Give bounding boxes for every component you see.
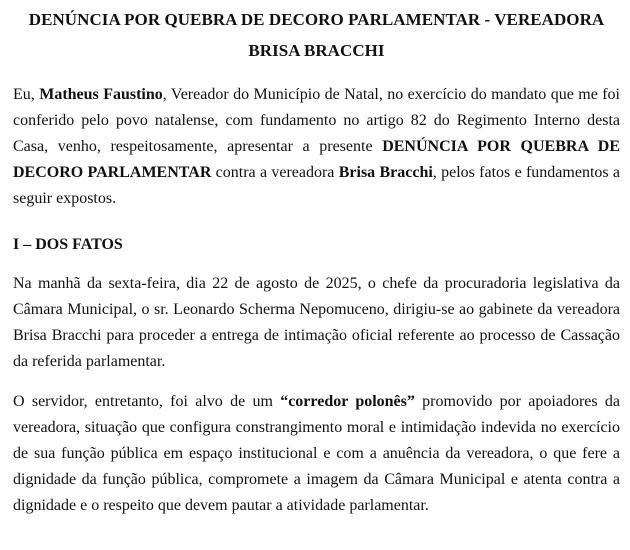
document-page	[0, 4, 630, 550]
target-name: Brisa Bracchi	[338, 164, 433, 181]
paragraph-fatos: Na manhã da sexta-feira, dia 22 de agosto de 2025, o chefe da procuradoria legislativa da Câmara Municipal, o sr. Leonardo Scherma Nepomuceno, dirigiu-se ao gabinete da vereadora Brisa Bracchi para proceder a entrega de intimação oficial referente ao processo de Cassação da referida parlamentar.	[13, 275, 620, 370]
section-heading-fatos: I – DOS FATOS	[13, 236, 123, 253]
intro-text-1: Eu,	[13, 86, 40, 103]
denuncia-title-inline: DENÚNCIA POR QUEBRA DE DECORO PARLAMENTAR	[13, 138, 620, 181]
document-title: DENÚNCIA POR QUEBRA DE DECORO PARLAMENTAR - VEREADORA BRISA BRACCHI	[28, 10, 605, 60]
intro-text-4: , pelos fatos e fundamentos a seguir expostos.	[13, 164, 621, 207]
servidor-text-1: O servidor, entretanto, foi alvo de um	[13, 393, 281, 410]
servidor-text-2: promovido por apoiadores da vereadora, situação que configura constrangimento moral e intimidação indevida no exercício de sua função pública em espaço institucional e com a anuência da vereadora, o que fere a dignidade da função pública, compromete a imagem da Câmara Municipal e atenta contra a dignidade e o respeito que devem pautar a atividade parlamentar.	[13, 393, 620, 514]
intro-text-3: contra a vereadora	[211, 164, 339, 181]
author-name: Matheus Faustino	[39, 86, 163, 103]
intro-paragraph	[13, 82, 620, 212]
paragraph-servidor	[13, 389, 620, 519]
intro-text-2: , Vereador do Município de Natal, no exercício do mandato que me foi conferido pelo povo natalense, com fundamento no artigo 82 do Regimento Interno desta Casa, venho, respeitosamente, apresentar a presente	[13, 86, 620, 155]
highlight-corredor-polones: “corredor polonês”	[280, 393, 415, 410]
